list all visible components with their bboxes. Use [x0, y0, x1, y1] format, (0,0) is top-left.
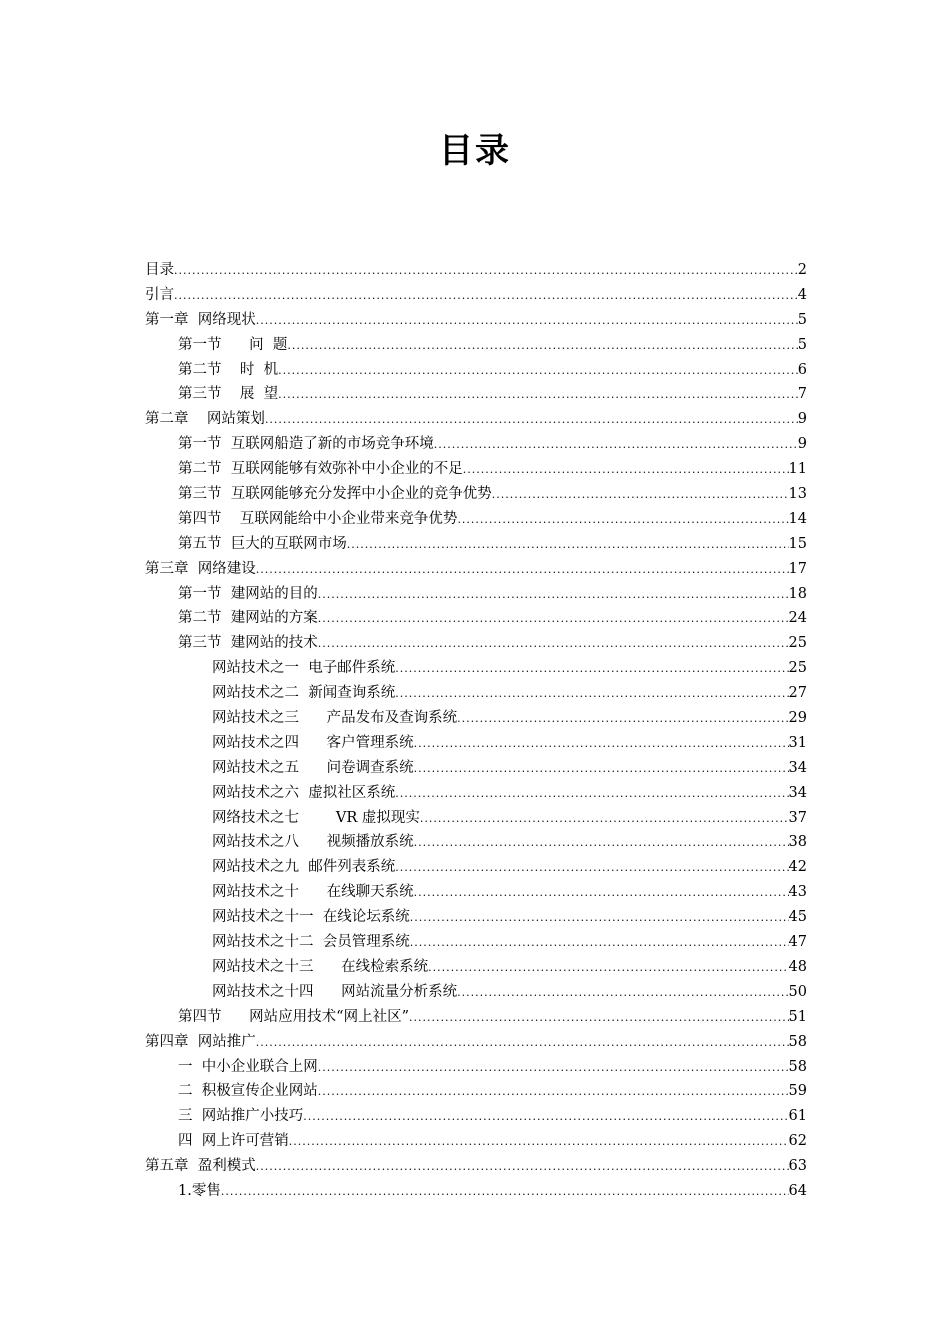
- toc-entry-label: 网站技术之十二 会员管理系统: [212, 934, 410, 951]
- toc-dot-leader: [409, 1006, 789, 1031]
- toc-page-number: 15: [788, 535, 807, 552]
- toc-entry[interactable]: [145, 880, 807, 905]
- toc-page-number: 48: [788, 958, 807, 975]
- toc-dot-leader: [256, 558, 789, 583]
- toc-page-number: 11: [788, 461, 807, 478]
- toc-entry[interactable]: [145, 1154, 807, 1179]
- toc-page-number: 6: [797, 361, 807, 378]
- toc-entry[interactable]: [145, 457, 807, 482]
- toc-dot-leader: [492, 483, 789, 508]
- toc-entry[interactable]: [145, 507, 807, 532]
- toc-page-number: 29: [788, 710, 807, 727]
- toc-entry-label: 二 积极宣传企业网站: [178, 1083, 318, 1100]
- toc-page-number: 34: [788, 784, 807, 801]
- toc-entry-label: 网站技术之六 虚拟社区系统: [212, 784, 396, 801]
- toc-page-number: 61: [788, 1108, 807, 1125]
- toc-entry[interactable]: [145, 631, 807, 656]
- toc-dot-leader: [410, 931, 789, 956]
- toc-dot-leader: [318, 1056, 789, 1081]
- toc-page-number: 42: [788, 859, 807, 876]
- toc-entry[interactable]: [145, 756, 807, 781]
- toc-page-number: 13: [788, 486, 807, 503]
- toc-dot-leader: [414, 831, 789, 856]
- toc-entry-label: 第四节 互联网能给中小企业带来竞争优势: [178, 510, 458, 527]
- toc-entry[interactable]: [145, 382, 807, 407]
- toc-page-number: 58: [788, 1033, 807, 1050]
- toc-entry[interactable]: [145, 930, 807, 955]
- toc-entry-label: 第二章 网站策划: [145, 411, 265, 428]
- toc-dot-leader: [174, 259, 798, 284]
- toc-dot-leader: [221, 1180, 789, 1205]
- toc-entry[interactable]: [145, 806, 807, 831]
- toc-page-number: 51: [788, 1008, 807, 1025]
- toc-page-number: 34: [788, 759, 807, 776]
- toc-dot-leader: [395, 856, 788, 881]
- toc-page-number: 27: [788, 685, 807, 702]
- toc-dot-leader: [463, 458, 789, 483]
- toc-page-number: 45: [788, 909, 807, 926]
- toc-entry[interactable]: [145, 830, 807, 855]
- toc-dot-leader: [410, 906, 789, 931]
- toc-entry-label: 第五节 巨大的互联网市场: [178, 535, 347, 552]
- toc-entry-label: 第五章 盈利模式: [145, 1158, 256, 1175]
- toc-dot-leader: [256, 309, 798, 334]
- toc-dot-leader: [457, 508, 788, 533]
- toc-entry[interactable]: [145, 532, 807, 557]
- toc-page-number: 9: [797, 436, 807, 453]
- toc-dot-leader: [256, 1031, 789, 1056]
- toc-entry-label: 目录: [145, 262, 174, 278]
- toc-entry-label: 一 中小企业联合上网: [178, 1058, 318, 1075]
- toc-entry[interactable]: [145, 482, 807, 507]
- toc-entry-label: 第四章 网站推广: [145, 1033, 256, 1050]
- toc-entry-label: 第三节 展 望: [178, 386, 279, 403]
- toc-dot-leader: [434, 433, 798, 458]
- toc-page-number: 59: [788, 1083, 807, 1100]
- toc-dot-leader: [395, 782, 788, 807]
- toc-dot-leader: [256, 1155, 789, 1180]
- toc-entry-label: 网站技术之九 邮件列表系统: [212, 859, 396, 876]
- toc-page-number: 63: [788, 1158, 807, 1175]
- toc-entry[interactable]: [145, 1179, 807, 1204]
- toc-entry-label: 1.零售: [178, 1182, 221, 1199]
- toc-entry-label: 第三节 建网站的技术: [178, 635, 318, 652]
- toc-entry-label: 网站技术之二 新闻查询系统: [212, 685, 396, 702]
- toc-dot-leader: [457, 981, 788, 1006]
- toc-entry[interactable]: [145, 432, 807, 457]
- toc-page-number: 25: [788, 660, 807, 677]
- toc-entry[interactable]: [145, 656, 807, 681]
- toc-entry-label: 引言: [145, 286, 174, 303]
- toc-entry-label: 网站技术之一 电子邮件系统: [212, 660, 396, 677]
- toc-dot-leader: [318, 632, 789, 657]
- toc-dot-leader: [303, 1105, 788, 1130]
- toc-entry[interactable]: [145, 1129, 807, 1154]
- toc-dot-leader: [278, 359, 798, 384]
- toc-page-number: 5: [797, 336, 807, 353]
- toc-entry-label: 第一章 网络现状: [145, 311, 256, 328]
- toc-entry[interactable]: [145, 333, 807, 358]
- toc-dot-leader: [318, 583, 789, 608]
- toc-page-number: 62: [788, 1133, 807, 1150]
- toc-entry-label: 网站技术之五 问卷调查系统: [212, 759, 414, 776]
- toc-entry-label: 第一节 建网站的目的: [178, 585, 318, 602]
- toc-dot-leader: [265, 408, 798, 433]
- toc-entry[interactable]: [145, 855, 807, 880]
- toc-page-number: 17: [788, 560, 807, 577]
- toc-page-number: 2: [797, 262, 807, 278]
- toc-page-number: 31: [788, 734, 807, 751]
- toc-entry-label: 网站技术之十 在线聊天系统: [212, 884, 414, 901]
- toc-dot-leader: [347, 533, 789, 558]
- toc-entry[interactable]: [145, 980, 807, 1005]
- toc-entry-label: 网站技术之十四 网站流量分析系统: [212, 983, 458, 1000]
- toc-page-number: 7: [797, 386, 807, 403]
- toc-dot-leader: [289, 1130, 789, 1155]
- toc-page-number: 18: [788, 585, 807, 602]
- toc-page-number: 43: [788, 884, 807, 901]
- toc-entry-label: 四 网上许可营销: [178, 1133, 289, 1150]
- toc-page-number: 4: [797, 286, 807, 303]
- toc-entry[interactable]: [145, 1079, 807, 1104]
- toc-dot-leader: [457, 707, 788, 732]
- toc-dot-leader: [287, 334, 797, 359]
- page-title: 目录: [439, 131, 511, 171]
- toc-dot-leader: [420, 807, 789, 832]
- toc-page-number: 50: [788, 983, 807, 1000]
- toc-entry[interactable]: [145, 557, 807, 582]
- toc-dot-leader: [174, 284, 798, 309]
- toc-page-number: 47: [788, 934, 807, 951]
- toc-page-number: 14: [788, 510, 807, 527]
- toc-entry-label: 第三章 网络建设: [145, 560, 256, 577]
- toc-entry[interactable]: [145, 706, 807, 731]
- toc-dot-leader: [428, 956, 788, 981]
- toc-entry-label: 网站技术之十一 在线论坛系统: [212, 909, 410, 926]
- toc-entry-label: 第二节 时 机: [178, 361, 279, 378]
- toc-dot-leader: [318, 1080, 789, 1105]
- toc-entry[interactable]: [145, 582, 807, 607]
- toc-entry[interactable]: [145, 283, 807, 308]
- table-of-contents: [145, 258, 807, 1204]
- toc-page-number: 9: [797, 411, 807, 428]
- toc-entry-label: 网络技术之七 VR 虚拟现实: [212, 809, 420, 826]
- toc-entry-label: 网站技术之四 客户管理系统: [212, 734, 414, 751]
- toc-entry[interactable]: [145, 1104, 807, 1129]
- toc-entry[interactable]: [145, 358, 807, 383]
- toc-entry-label: 第四节 网站应用技术“网上社区”: [178, 1008, 409, 1025]
- toc-entry[interactable]: [145, 955, 807, 980]
- toc-entry-label: 第一节 互联网船造了新的市场竞争环境: [178, 436, 434, 453]
- toc-dot-leader: [414, 881, 789, 906]
- toc-entry[interactable]: [145, 1030, 807, 1055]
- toc-entry[interactable]: [145, 905, 807, 930]
- toc-page-number: 64: [788, 1182, 807, 1199]
- toc-entry[interactable]: [145, 258, 807, 283]
- toc-dot-leader: [414, 732, 789, 757]
- toc-page-number: 24: [788, 610, 807, 627]
- toc-entry[interactable]: [145, 308, 807, 333]
- toc-entry-label: 第三节 互联网能够充分发挥中小企业的竞争优势: [178, 486, 492, 503]
- toc-dot-leader: [395, 682, 788, 707]
- toc-entry[interactable]: [145, 681, 807, 706]
- toc-entry-label: 网站技术之八 视频播放系统: [212, 834, 414, 851]
- toc-entry-label: 网站技术之三 产品发布及查询系统: [212, 710, 458, 727]
- toc-entry[interactable]: [145, 606, 807, 631]
- toc-dot-leader: [278, 383, 798, 408]
- toc-entry[interactable]: [145, 1055, 807, 1080]
- toc-page-number: 58: [788, 1058, 807, 1075]
- toc-dot-leader: [414, 757, 789, 782]
- toc-dot-leader: [395, 657, 788, 682]
- toc-entry-label: 第二节 建网站的方案: [178, 610, 318, 627]
- toc-entry[interactable]: [145, 1005, 807, 1030]
- toc-entry-label: 三 网站推广小技巧: [178, 1108, 304, 1125]
- toc-page-number: 37: [788, 809, 807, 826]
- toc-page-number: 38: [788, 834, 807, 851]
- toc-entry-label: 第二节 互联网能够有效弥补中小企业的不足: [178, 461, 463, 478]
- toc-page-number: 25: [788, 635, 807, 652]
- toc-entry[interactable]: [145, 731, 807, 756]
- toc-entry[interactable]: [145, 781, 807, 806]
- toc-page-number: 5: [797, 311, 807, 328]
- toc-entry[interactable]: [145, 407, 807, 432]
- toc-entry-label: 网站技术之十三 在线检索系统: [212, 958, 429, 975]
- toc-dot-leader: [318, 607, 789, 632]
- toc-entry-label: 第一节 问 题: [178, 336, 288, 353]
